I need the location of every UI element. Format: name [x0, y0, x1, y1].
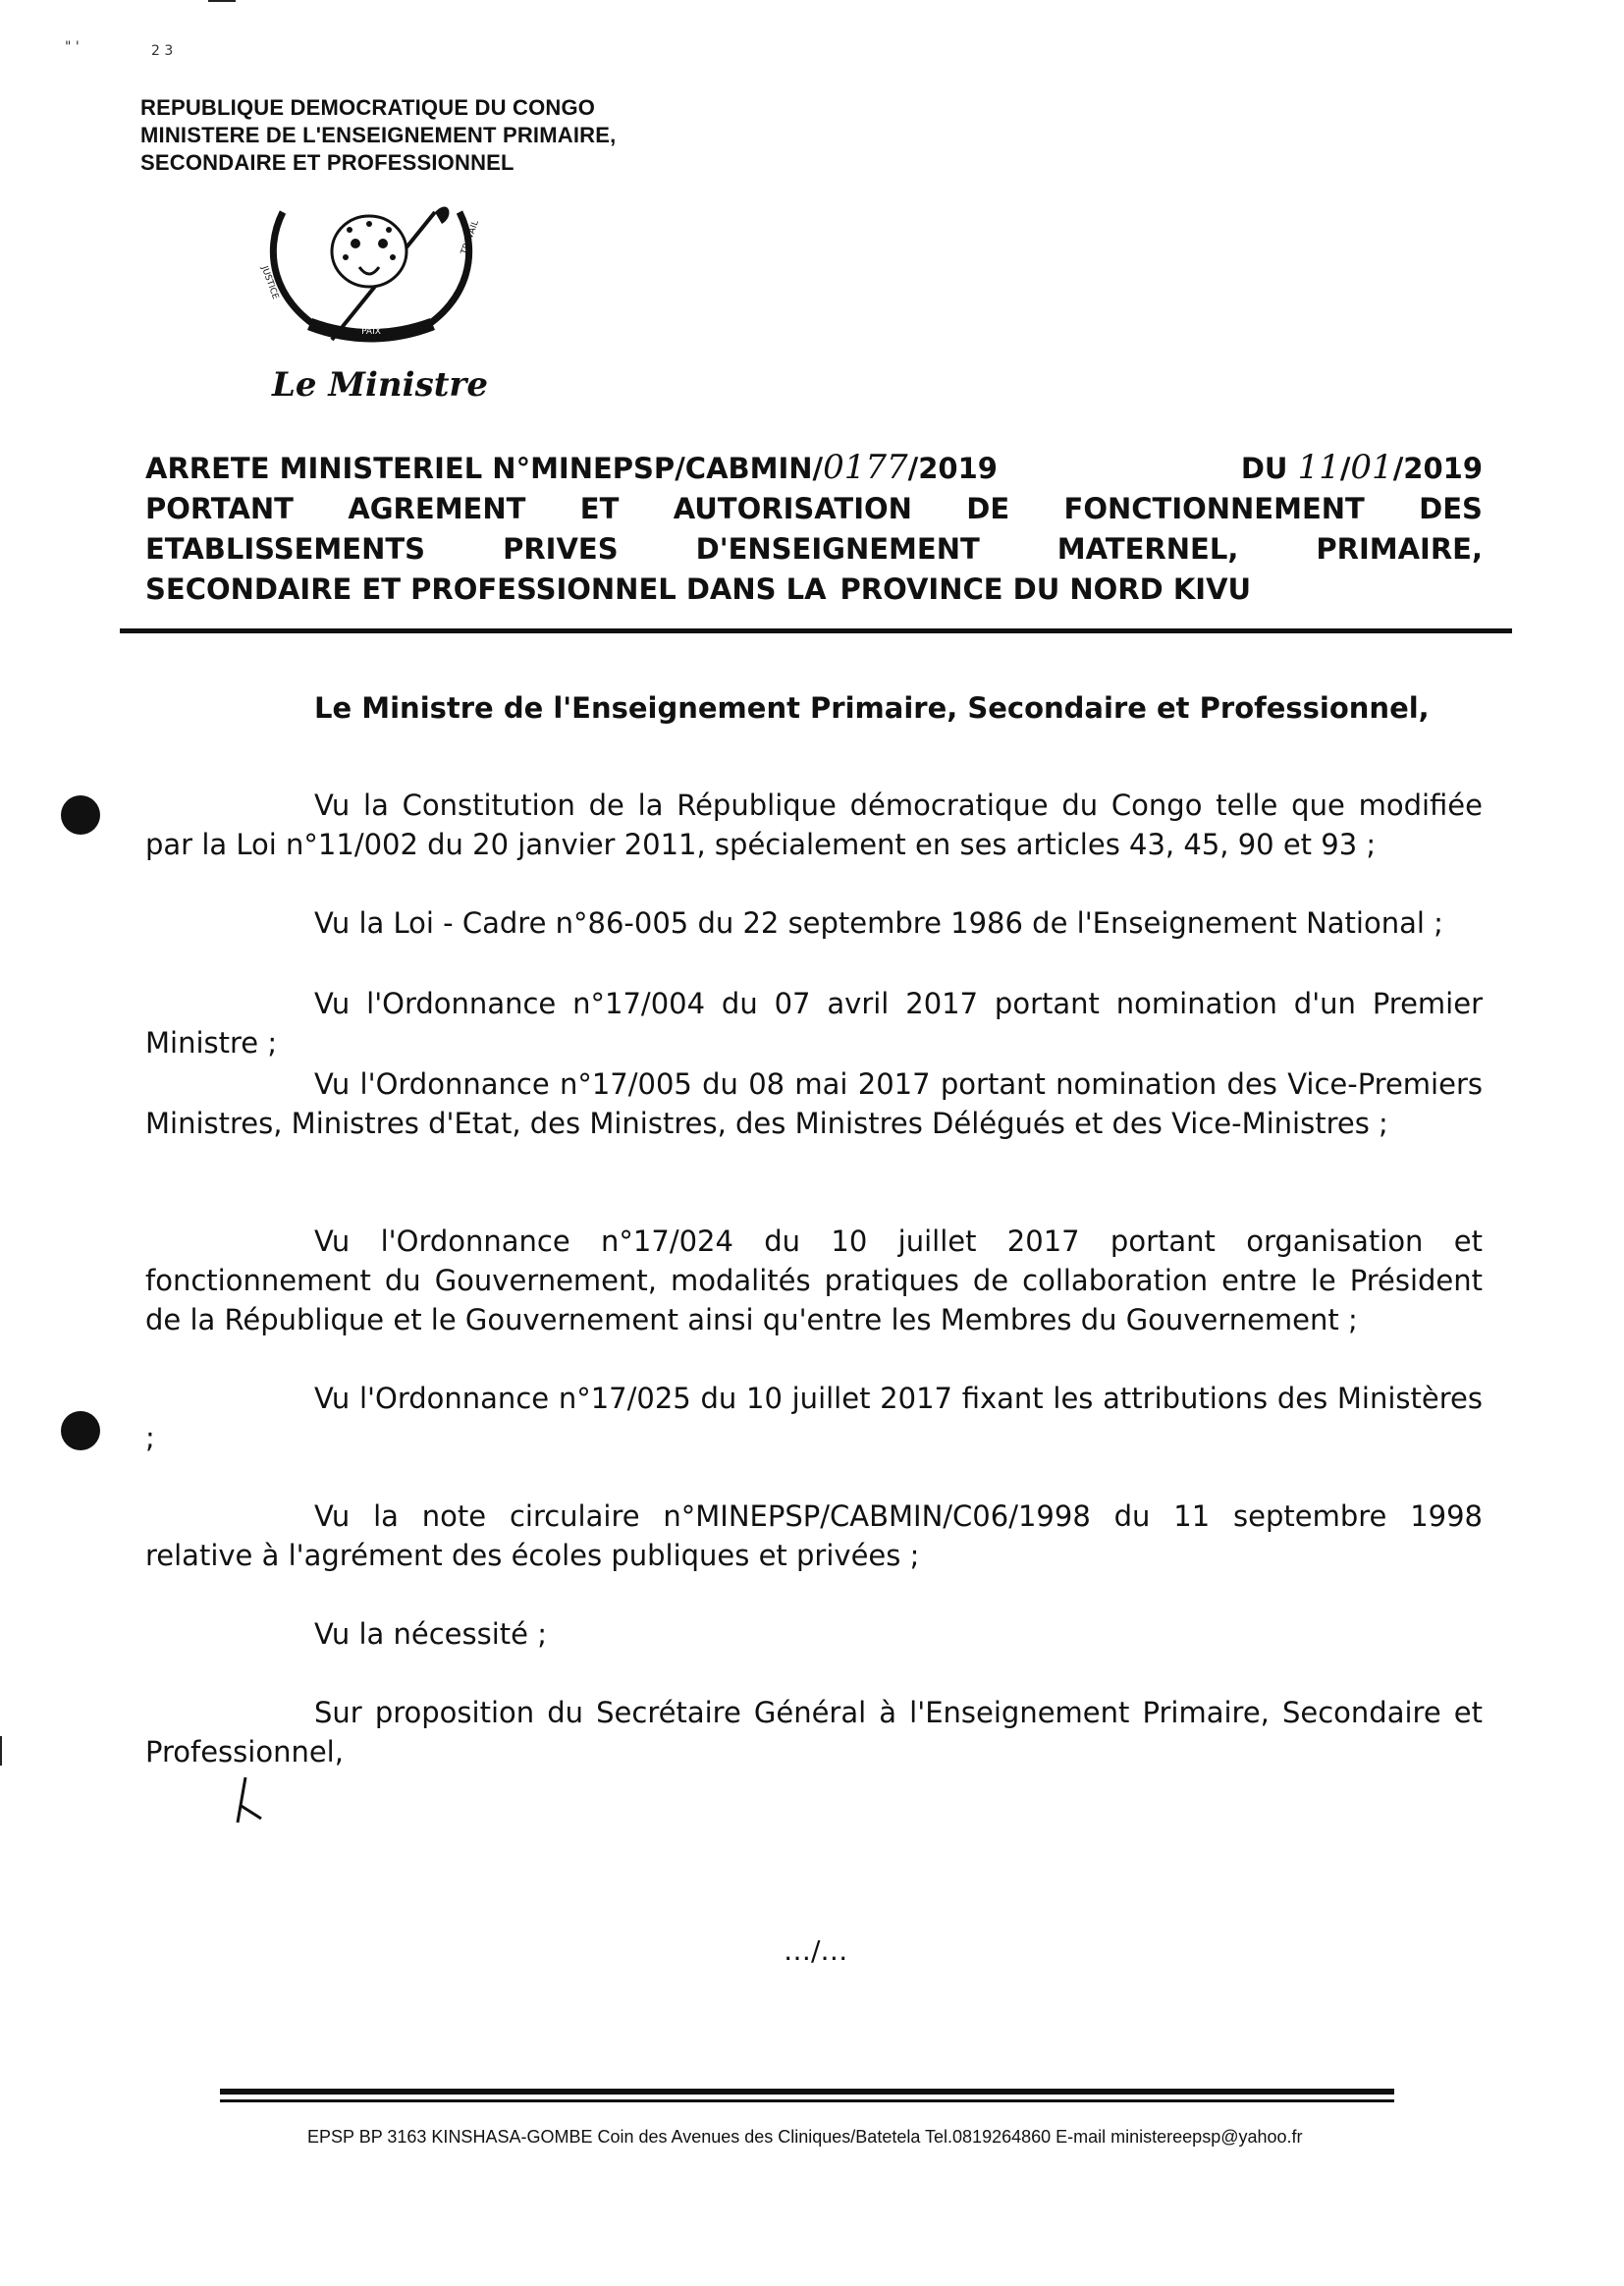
coat-of-arms-icon [253, 192, 489, 359]
title-line-1: ARRETE MINISTERIEL N°MINEPSP/CABMIN/0177/2019 DU 11/01/2019 [145, 448, 1483, 487]
decree-number-handwritten: 0177 [823, 448, 908, 487]
paragraph-proposition: Sur proposition du Secrétaire Général à l'Enseignement Primaire, Secondaire et Professionnel, [145, 1696, 1483, 1769]
title-line-3-word: D'ENSEIGNEMENT [695, 532, 980, 566]
punch-hole-mark [61, 795, 100, 835]
title-line-2-word: ET [579, 492, 620, 525]
paragraph-ordonnance-attributions: Vu l'Ordonnance n°17/025 du 10 juillet 2017 fixant les attributions des Ministères ; [145, 1382, 1483, 1454]
minister-intro: Le Ministre de l'Enseignement Primaire, Secondaire et Professionnel, [314, 691, 1430, 725]
title-line-3-word: PRIMAIRE, [1316, 532, 1483, 566]
paragraph-ordonnance-vice-premiers: Vu l'Ordonnance n°17/005 du 08 mai 2017 portant nomination des Vice-Premiers Ministres, Ministres d'Etat, des Ministres, des Ministres Délégués et des Vice-Ministres ; [145, 1067, 1483, 1140]
handwritten-initial-icon [228, 1775, 267, 1824]
decree-year-2: /2019 [1392, 452, 1483, 485]
decree-year: /2019 [907, 452, 998, 485]
decree-du: DU [1240, 452, 1288, 485]
paragraph-ordonnance-premier-ministre: Vu l'Ordonnance n°17/004 du 07 avril 2017 portant nomination d'un Premier Ministre ; [145, 987, 1483, 1060]
letterhead-ministry-cont: SECONDAIRE ET PROFESSIONNEL [140, 150, 514, 175]
footer-contact: EPSP BP 3163 KINSHASA-GOMBE Coin des Avenues des Cliniques/Batetela Tel.0819264860 E-mail ministereepsp@yahoo.fr [307, 2127, 1303, 2147]
letterhead [140, 94, 616, 177]
scan-mark-top-left: " ' [65, 39, 80, 55]
title-line-4a: SECONDAIRE ET PROFESSIONNEL DANS LA [145, 572, 827, 606]
footer-rule-thin [220, 2099, 1394, 2102]
title-line-4b: PROVINCE DU NORD KIVU [839, 572, 1252, 606]
title-line-2-word: FONCTIONNEMENT [1063, 492, 1365, 525]
title-line-2-word: PORTANT [145, 492, 294, 525]
title-line-2-word: DES [1419, 492, 1483, 525]
title-line-2-word: AGREMENT [348, 492, 526, 525]
motto-left: JUSTICE [258, 264, 281, 301]
decree-number-prefix: ARRETE MINISTERIEL N°MINEPSP/CABMIN/ [145, 452, 824, 485]
scan-artifact [208, 0, 236, 2]
scan-artifact [0, 1736, 2, 1766]
decree-day-handwritten: 11 [1297, 448, 1340, 487]
letterhead-country: REPUBLIQUE DEMOCRATIQUE DU CONGO [140, 95, 596, 120]
scan-mark-top: 2 3 [151, 43, 174, 59]
title-line-3-word: ETABLISSEMENTS [145, 532, 426, 566]
title-line-3-word: PRIVES [503, 532, 619, 566]
paragraph-necessite: Vu la nécessité ; [314, 1617, 547, 1651]
motto-right: TRAVAIL [460, 219, 481, 256]
paragraph-constitution: Vu la Constitution de la République démocratique du Congo telle que modifiée par la Loi n°11/002 du 20 janvier 2011, spécialement en ses articles 43, 45, 90 et 93 ; [145, 789, 1483, 861]
title-line-4 [145, 570, 1483, 610]
punch-hole-mark [61, 1411, 100, 1450]
paragraph-note-circulaire: Vu la note circulaire n°MINEPSP/CABMIN/C06/1998 du 11 septembre 1998 relative à l'agrément des écoles publiques et privées ; [145, 1499, 1483, 1572]
page-continuation: …/… [784, 1934, 848, 1967]
paragraph-loi-cadre: Vu la Loi - Cadre n°86-005 du 22 septembre 1986 de l'Enseignement National ; [314, 906, 1443, 940]
paragraph-ordonnance-gouvernement: Vu l'Ordonnance n°17/024 du 10 juillet 2017 portant organisation et fonctionnement du Gouvernement, modalités pratiques de collaboration entre le Président de la République et le Gouvernement ainsi qu'entre les Membres du Gouvernement ; [145, 1225, 1483, 1336]
title-line-3-word: MATERNEL, [1056, 532, 1239, 566]
decree-title [145, 448, 1483, 610]
title-line-2-word: DE [966, 492, 1010, 525]
letterhead-ministry: MINISTERE DE L'ENSEIGNEMENT PRIMAIRE, [140, 123, 617, 147]
motto-bottom: PAIX [361, 327, 381, 337]
minister-signature: Le Ministre [272, 365, 488, 405]
decree-month-handwritten: 01 [1350, 448, 1393, 487]
title-line-2 [145, 489, 1483, 529]
title-line-3 [145, 529, 1483, 570]
divider-rule [120, 628, 1512, 633]
footer-rule [220, 2089, 1394, 2095]
title-line-2-word: AUTORISATION [673, 492, 912, 525]
